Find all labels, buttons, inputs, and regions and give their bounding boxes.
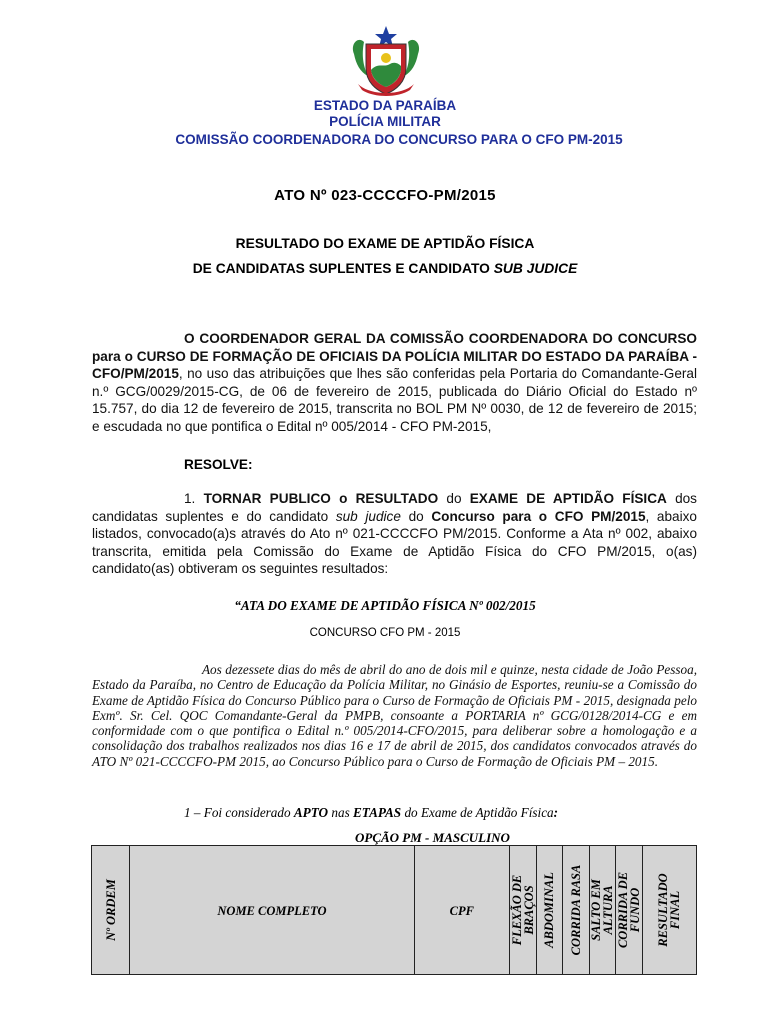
item1-italic: sub judice bbox=[335, 508, 401, 524]
item1-text-4: , abaixo listados, convocado(a)s através do Ato nº 021-CCCCFO PM/2015. Conforme a Ata nº 002, abaixo transcrita, emitida pela Comissão do Exame de Aptidão Física do CFO PM/2015, o(as) candidato(as) obtiveram os seguintes resultados: bbox=[92, 508, 697, 577]
header-commission: COMISSÃO COORDENADORA DO CONCURSO PARA O CFO PM-2015 bbox=[175, 132, 623, 147]
header-org: POLÍCIA MILITAR bbox=[329, 114, 441, 129]
header-resultado bbox=[642, 846, 696, 975]
header-corrida-fundo-label bbox=[617, 872, 641, 948]
apto-colon: : bbox=[553, 805, 559, 820]
resultado-line2: FINAL bbox=[668, 890, 683, 930]
apto-bold: APTO bbox=[293, 805, 329, 820]
subtitle-line2 bbox=[0, 261, 770, 276]
flexao-line2: BRAÇOS bbox=[521, 885, 536, 935]
results-table bbox=[91, 845, 697, 975]
fundo-line2: FUNDO bbox=[628, 887, 643, 933]
item-apto-line bbox=[184, 805, 558, 821]
subtitle-line2-text: DE CANDIDATAS SUPLENTES E CANDIDATO bbox=[192, 261, 494, 276]
ata-title: “ATA DO EXAME DE APTIDÃO FÍSICA Nº 002/2015 bbox=[234, 598, 536, 613]
preamble-text: , no uso das atribuições que lhes são conferidas pela Portaria do Comandante-Geral n.º GCG/0029/2015-CG, de 06 de fevereiro de 2015, publicada do Diário Oficial do Estado nº 15.757, do dia 12 de fevereiro de 2015, transcrita no BOL PM Nº 0030, de 12 de fevereiro de 2015; e escudada no que pontifica o Edital nº 005/2014 - CFO PM-2015, bbox=[92, 366, 697, 434]
header-corrida-rasa-label: CORRIDA RASA bbox=[568, 864, 583, 956]
apto-text-1: 1 – Foi considerado bbox=[184, 805, 294, 820]
header-corrida-rasa bbox=[563, 846, 590, 975]
header-state: ESTADO DA PARAÍBA bbox=[313, 98, 457, 113]
act-title: ATO Nº 023-CCCCFO-PM/2015 bbox=[274, 187, 496, 204]
etapas-bold: ETAPAS bbox=[353, 805, 402, 820]
header-ordem bbox=[92, 846, 130, 975]
header-abdominal-label: ABDOMINAL bbox=[542, 872, 557, 948]
item1-bold-2: EXAME DE APTIDÃO FÍSICA bbox=[469, 491, 667, 506]
header-flexao-label bbox=[511, 875, 535, 946]
coat-of-arms-logo bbox=[348, 24, 424, 100]
header-cpf bbox=[414, 846, 509, 975]
apto-text-3: do Exame de Aptidão Física bbox=[401, 805, 554, 820]
item1-text-2: dos candidatas suplentes e do candidato bbox=[92, 491, 697, 524]
item1-paragraph bbox=[92, 490, 697, 578]
header-salto-label bbox=[590, 879, 614, 941]
header-salto bbox=[589, 846, 616, 975]
fundo-line1: CORRIDA DE bbox=[616, 871, 631, 949]
item1-text-3: do bbox=[400, 508, 432, 524]
flexao-line1: FLEXÃO DE bbox=[509, 874, 524, 946]
header-flexao bbox=[510, 846, 537, 975]
salto-line1: SALTO EM bbox=[589, 879, 604, 941]
preamble-bold: O COORDENADOR GERAL DA COMISSÃO COORDENADORA DO CONCURSO para o CURSO DE FORMAÇÃO DE OFICIAIS DA POLÍCIA MILITAR DO ESTADO DA PARAÍBA - CFO/PM/2015 bbox=[92, 331, 697, 382]
header-abdominal bbox=[536, 846, 563, 975]
item1-bold-3: Concurso para o CFO PM/2015 bbox=[431, 508, 646, 524]
ata-body: Aos dezessete dias do mês de abril do ano de dois mil e quinze, nesta cidade de João Pessoa, Estado da Paraíba, no Centro de Educação da Polícia Militar, no Ginásio de Esportes, reuniu-se a Comissão do Exame de Aptidão Física do Concurso Público para o Curso de Formação de Oficiais PM - 2015, designada pelo Exmº. Sr. Cel. QOC Comandante-Geral da PMPB, consoante a PORTARIA nº GCG/0128/2014-CG e em conformidade com o que pontifica o Edital n.º 005/2014-CFO/2015, para deliberar sobre a homologação e a consolidação dos trabalhos realizados nos dias 16 e 17 de abril de 2015, dos candidatos convocados através do ATO Nº 021-CCCCFO-PM 2015, ao Concurso Público para o Curso de Formação de Oficiais PM – 2015. bbox=[92, 662, 697, 769]
item1-text-1: do bbox=[438, 491, 470, 506]
header-corrida-fundo bbox=[616, 846, 643, 975]
header-cpf-label: CPF bbox=[449, 904, 474, 918]
table-caption: OPÇÃO PM - MASCULINO bbox=[355, 830, 510, 845]
item1-number: 1. bbox=[184, 491, 204, 506]
preamble-paragraph bbox=[92, 330, 697, 436]
table-header-row bbox=[92, 846, 697, 975]
subtitle-sub-judice: SUB JUDICE bbox=[493, 261, 578, 276]
header-nome-label: NOME COMPLETO bbox=[217, 904, 327, 918]
resolve-label: RESOLVE: bbox=[184, 457, 253, 472]
item1-bold-1: TORNAR PUBLICO o RESULTADO bbox=[203, 491, 439, 506]
header-nome bbox=[130, 846, 414, 975]
subtitle-line1: RESULTADO DO EXAME DE APTIDÃO FÍSICA bbox=[235, 236, 535, 251]
header-ordem-label: Nº ORDEM bbox=[103, 879, 118, 941]
ata-subtitle: CONCURSO CFO PM - 2015 bbox=[309, 627, 461, 639]
header-resultado-label bbox=[657, 873, 681, 946]
apto-text-2: nas bbox=[328, 805, 354, 820]
resultado-line1: RESULTADO bbox=[656, 873, 671, 947]
salto-line2: ALTURA bbox=[601, 885, 616, 935]
